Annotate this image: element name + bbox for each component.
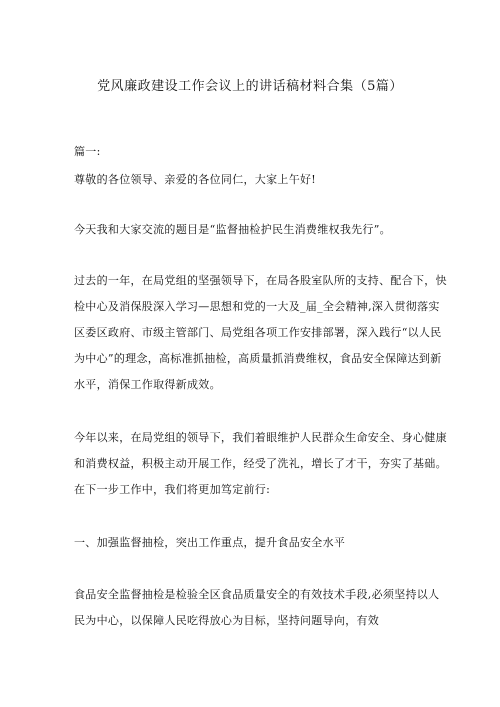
paragraph-line: 今年以来，在局党组的领导下，我们着眼维护人民群众生命安全、身心健康 — [74, 431, 447, 444]
section-subheading: 一、加强监督抽检，突出工作重点，提升食品安全水平 — [74, 536, 346, 549]
paragraph-line: 在下一步工作中，我们将更加笃定前行: — [74, 483, 271, 496]
paragraph-line: 区委区政府、市级主管部门、局党组各项工作安排部署，深入践行“以人民 — [74, 326, 442, 339]
paragraph-line: 过去的一年，在局党组的坚强领导下，在局各股室队所的支持、配合下，快 — [74, 274, 447, 287]
paragraph-line: 民为中心，以保障人民吃得放心为目标，坚持问题导向，有效 — [74, 614, 380, 627]
paragraph-line: 今天我和大家交流的题目是“监督抽检护民生消费维权我先行”。 — [74, 223, 391, 236]
document-title: 党风廉政建设工作会议上的讲话稿材料合集（5篇） — [97, 79, 403, 94]
paragraph-line: 和消费权益，积极主动开展工作，经受了洗礼，增长了才干，夯实了基础。 — [74, 457, 447, 470]
section-heading: 篇一: — [74, 145, 101, 158]
paragraph-line: 食品安全监督抽检是检验全区食品质量安全的有效技术手段,必须坚持以人 — [74, 588, 440, 601]
greeting-line: 尊敬的各位领导、亲爱的各位同仁，大家上午好! — [74, 173, 317, 186]
paragraph-line: 检中心及消保股深入学习—思想和党的一大及_届_全会精神,深入贯彻落实 — [74, 300, 440, 313]
paragraph-line: 水平，消保工作取得新成效。 — [74, 378, 221, 391]
paragraph-line: 为中心”的理念，高标准抓抽检，高质量抓消费维权，食品安全保障达到新 — [74, 352, 442, 365]
